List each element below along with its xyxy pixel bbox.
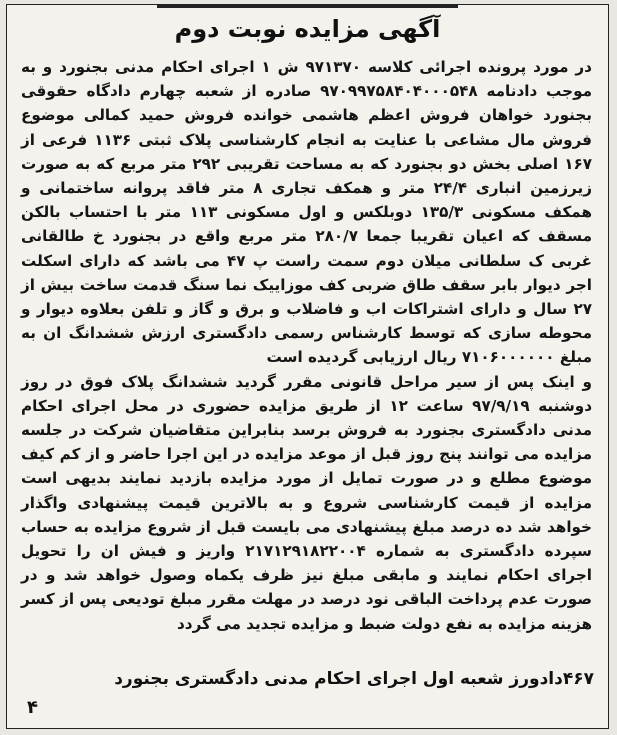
page-number: ۴ [27, 697, 38, 718]
notice-paragraph-2: و اینک پس از سیر مراحل قانونی مقرر گردید ششدانگ پلاک فوق در روز دوشنبه ۹۷/۹/۱۹ ساعت ۱۲ از طریق مزایده حضوری در محل اجرای احکام مدنی دادگستری بجنورد به فروش برسد بنابراین متقاضیان شرکت در جلسه مزایده می توانند پنج روز قبل از موعد مزایده در این اجرا حاضر و از کم کیف موضوع مطلع و در صورت تمایل از مورد مزایده بازدید نمایند بدیهی است مزایده از قیمت کارشناسی شروع و به بالاترین قیمت پیشنهادی واگذار خواهد شد ده درصد مبلغ پیشنهادی می بایست قبل از شروع مزایده به حساب سپرده دادگستری به شماره ۲۱۷۱۲۹۱۸۲۲۰۰۴ واریز و فیش ان را تحویل اجرای احکام نمایند و مابقی مبلغ نیز ظرف یکماه وصول خواهد شد و در صورت عدم پرداخت الباقی نود درصد در مهلت مقرر مبلغ تودیعی پس از کسر هزینه مزایده به نفع دولت ضبط و مزایده تجدید می گردد [21, 372, 592, 633]
notice-title: آگهی مزایده نوبت دوم [174, 15, 441, 43]
notice-body [21, 55, 592, 636]
notice-sheet [6, 4, 609, 729]
top-rule [157, 5, 458, 8]
notice-signature: ۴۶۷دادورز شعبه اول اجرای احکام مدنی دادگستری بجنورد [114, 669, 594, 689]
notice-paragraph-1: در مورد پرونده اجرائی کلاسه ۹۷۱۳۷۰ ش ۱ اجرای احکام مدنی بجنورد و به موجب دادنامه ۹۷۰۹۹۷۵۸۴۰۴۰۰۰۵۴۸ صادره از شعبه چهارم دادگاه حقوقی بجنورد خواهان فروش اعظم هاشمی خوانده فروش حمید کمالی موضوع فروش مال مشاعی با عنایت به انجام کارشناسی پلاک ثبتی ۱۱۳۶ فرعی از ۱۶۷ اصلی بخش دو بجنورد که به مساحت تقریبی ۲۹۲ متر مربع که به صورت زیرزمین انباری ۲۴/۴ متر و همکف تجاری ۸ متر فاقد پروانه ساختمانی و همکف مسکونی ۱۳۵/۳ دوبلکس و اول مسکونی ۱۱۳ متر با احتساب بالکن مسقف که اعیان تقریبا جمعا ۲۸۰/۷ متر مربع واقع در بجنورد خ طالقانی غربی ک سلطانی میلان دوم سمت راست پ ۴۷ می باشد که دارای اسکلت اجر دیوار بابر سقف طاق ضربی کف موزاییک نما سنگ قدمت ساخت بیش از ۲۷ سال و دارای اشتراکات اب و فاضلاب و برق و گاز و تلفن بعلاوه دیوار و محوطه سازی که توسط کارشناس رسمی دادگستری ارزش ششدانگ ان به مبلغ ۷۱۰۶۰۰۰۰۰۰ ریال ارزیابی گردیده است [21, 58, 593, 367]
